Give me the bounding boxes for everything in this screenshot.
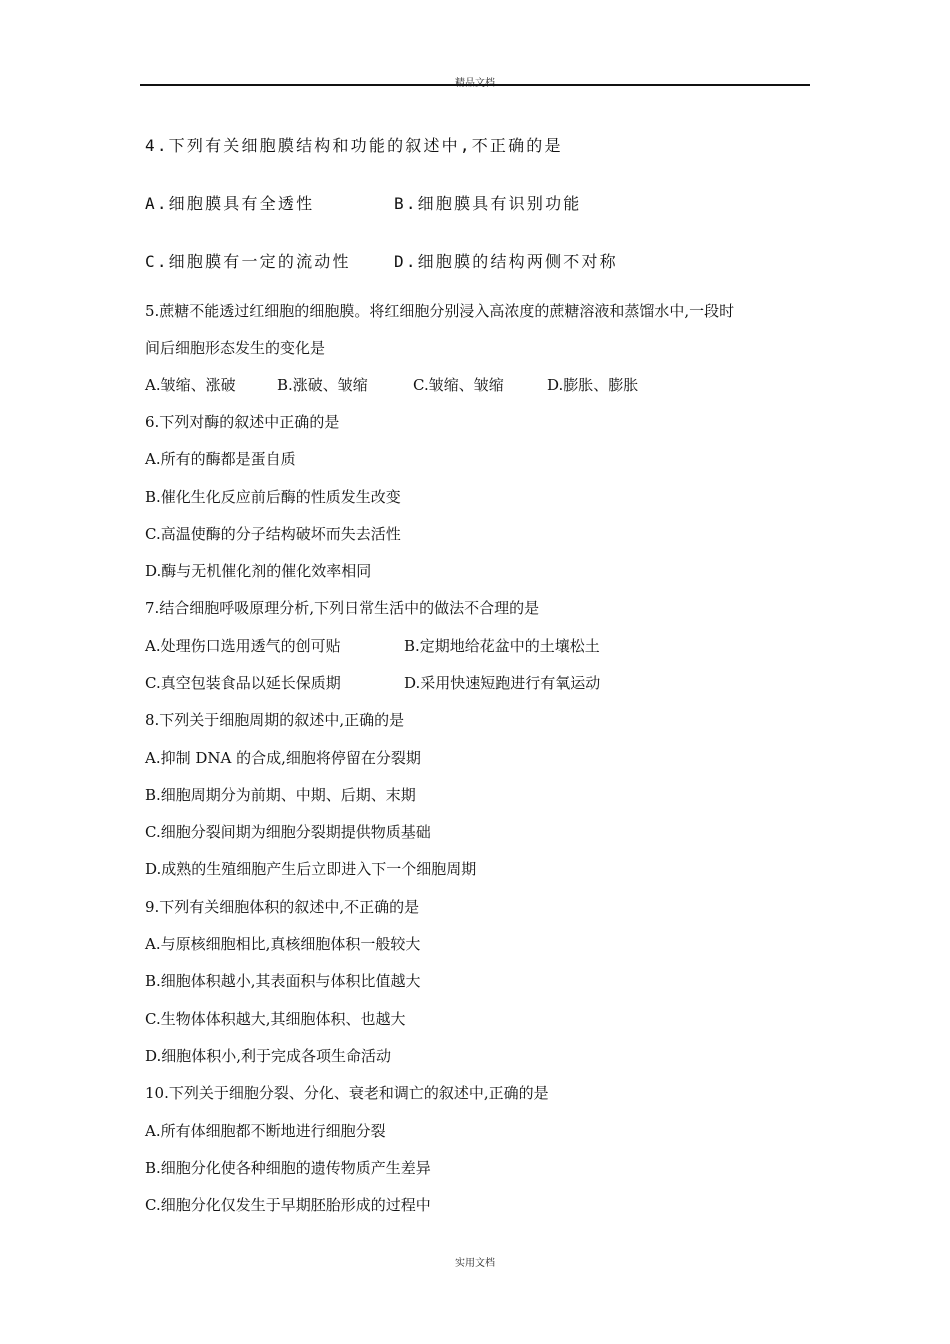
- q10-option-b: B.细胞分化使各种细胞的遗传物质产生差异: [145, 1159, 431, 1177]
- q4-option-a: A.细胞膜具有全透性: [145, 194, 315, 213]
- q7-option-d: D.采用快速短跑进行有氧运动: [404, 674, 601, 692]
- q5-stem-line1: 5.蔗糖不能透过红细胞的细胞膜。将红细胞分别浸入高浓度的蔗糖溶液和蒸馏水中,一段时: [145, 302, 735, 320]
- q7-option-a: A.处理伤口选用透气的创可贴: [145, 637, 341, 655]
- q6-stem: 6.下列对酶的叙述中正确的是: [145, 413, 340, 431]
- q7-option-c: C.真空包装食品以延长保质期: [145, 674, 341, 692]
- q9-option-b: B.细胞体积越小,其表面积与体积比值越大: [145, 972, 421, 990]
- q5-option-b: B.涨破、皱缩: [277, 376, 368, 394]
- q8-option-b: B.细胞周期分为前期、中期、后期、末期: [145, 786, 416, 804]
- q8-option-c: C.细胞分裂间期为细胞分裂期提供物质基础: [145, 823, 431, 841]
- q4-stem: 4.下列有关细胞膜结构和功能的叙述中,不正确的是: [145, 136, 563, 155]
- q8-stem: 8.下列关于细胞周期的叙述中,正确的是: [145, 711, 405, 729]
- q5-option-c: C.皱缩、皱缩: [413, 376, 504, 394]
- q4-option-d: D.细胞膜的结构两侧不对称: [394, 252, 618, 271]
- q9-stem: 9.下列有关细胞体积的叙述中,不正确的是: [145, 898, 420, 916]
- q7-stem: 7.结合细胞呼吸原理分析,下列日常生活中的做法不合理的是: [145, 599, 540, 617]
- q6-option-a: A.所有的酶都是蛋自质: [145, 450, 296, 468]
- page-header-label: 精品文档: [455, 78, 495, 89]
- q8-option-d: D.成熟的生殖细胞产生后立即进入下一个细胞周期: [145, 860, 477, 878]
- q5-stem-line2: 间后细胞形态发生的变化是: [145, 339, 326, 357]
- q4-option-b: B.细胞膜具有识别功能: [394, 194, 582, 213]
- page-footer-label: 实用文档: [455, 1258, 495, 1269]
- q10-option-c: C.细胞分化仅发生于早期胚胎形成的过程中: [145, 1196, 431, 1214]
- q7-option-b: B.定期地给花盆中的土壤松土: [404, 637, 600, 655]
- q8-option-a: A.抑制 DNA 的合成,细胞将停留在分裂期: [145, 749, 421, 767]
- q5-option-d: D.膨胀、膨胀: [547, 376, 639, 394]
- q5-option-a: A.皱缩、涨破: [145, 376, 236, 394]
- q6-option-b: B.催化生化反应前后酶的性质发生改变: [145, 488, 401, 506]
- q4-option-c: C.细胞膜有一定的流动性: [145, 252, 351, 271]
- q9-option-c: C.生物体体积越大,其细胞体积、也越大: [145, 1010, 406, 1028]
- q6-option-d: D.酶与无机催化剂的催化效率相同: [145, 562, 372, 580]
- q10-option-a: A.所有体细胞都不断地进行细胞分裂: [145, 1122, 386, 1140]
- q9-option-a: A.与原核细胞相比,真核细胞体积一般较大: [145, 935, 421, 953]
- q9-option-d: D.细胞体积小,利于完成各项生命活动: [145, 1047, 392, 1065]
- q10-stem: 10.下列关于细胞分裂、分化、衰老和调亡的叙述中,正确的是: [145, 1084, 549, 1102]
- q6-option-c: C.高温使酶的分子结构破坏而失去活性: [145, 525, 401, 543]
- header-divider: [140, 84, 810, 86]
